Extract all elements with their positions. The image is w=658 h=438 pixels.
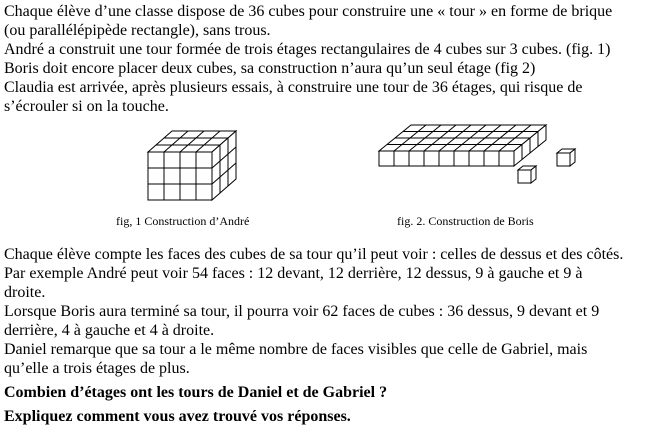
- body-line-4: Lorsque Boris aura terminé sa tour, il pourra voir 62 faces de cubes : 36 dessus, 9 devant et 9: [4, 303, 600, 320]
- fig1-caption: fig, 1 Construction d’André: [116, 214, 250, 228]
- body-line-1: Chaque élève compte les faces des cubes de sa tour qu’il peut voir : celles de dessus et des côtés.: [4, 246, 624, 263]
- intro-line-6: s’écrouler si on la touche.: [4, 98, 169, 115]
- intro-line-1: Chaque élève d’une classe dispose de 36 cubes pour construire une « tour » en forme de brique: [4, 3, 613, 20]
- fig2-caption: fig. 2. Construction de Boris: [397, 214, 534, 228]
- body-line-2: Par exemple André peut voir 54 faces : 12 devant, 12 derrière, 12 dessus, 9 à gauche et 9 à: [4, 265, 583, 282]
- question-2: Expliquez comment vous avez trouvé vos réponses.: [4, 408, 351, 425]
- fig2-layer-front-face: [379, 151, 514, 166]
- question-1: Combien d’étages ont les tours de Daniel et de Gabriel ?: [4, 384, 388, 401]
- fig2-loose-cube-2-front-face: [518, 170, 531, 183]
- intro-line-2: (ou parallélépipède rectangle), sans trous.: [4, 22, 271, 39]
- intro-line-4: Boris doit encore placer deux cubes, sa construction n’aura qu’un seul étage (fig 2): [4, 60, 536, 77]
- body-line-6: Daniel remarque que sa tour a le même nombre de faces visibles que celle de Gabriel, mais: [4, 341, 588, 358]
- body-line-7: qu’elle a trois étages de plus.: [4, 360, 190, 377]
- fig2-loose-cube-1-front-face: [557, 153, 570, 166]
- intro-line-5: Claudia est arrivée, après plusieurs essais, à construire une tour de 36 étages, qui risque de: [4, 79, 583, 96]
- intro-line-3: André a construit une tour formée de trois étages rectangulaires de 4 cubes sur 3 cubes. (fig. 1): [4, 41, 611, 58]
- body-line-5: derrière, 4 à gauche et 4 à droite.: [4, 322, 215, 339]
- body-line-3: droite.: [4, 284, 46, 301]
